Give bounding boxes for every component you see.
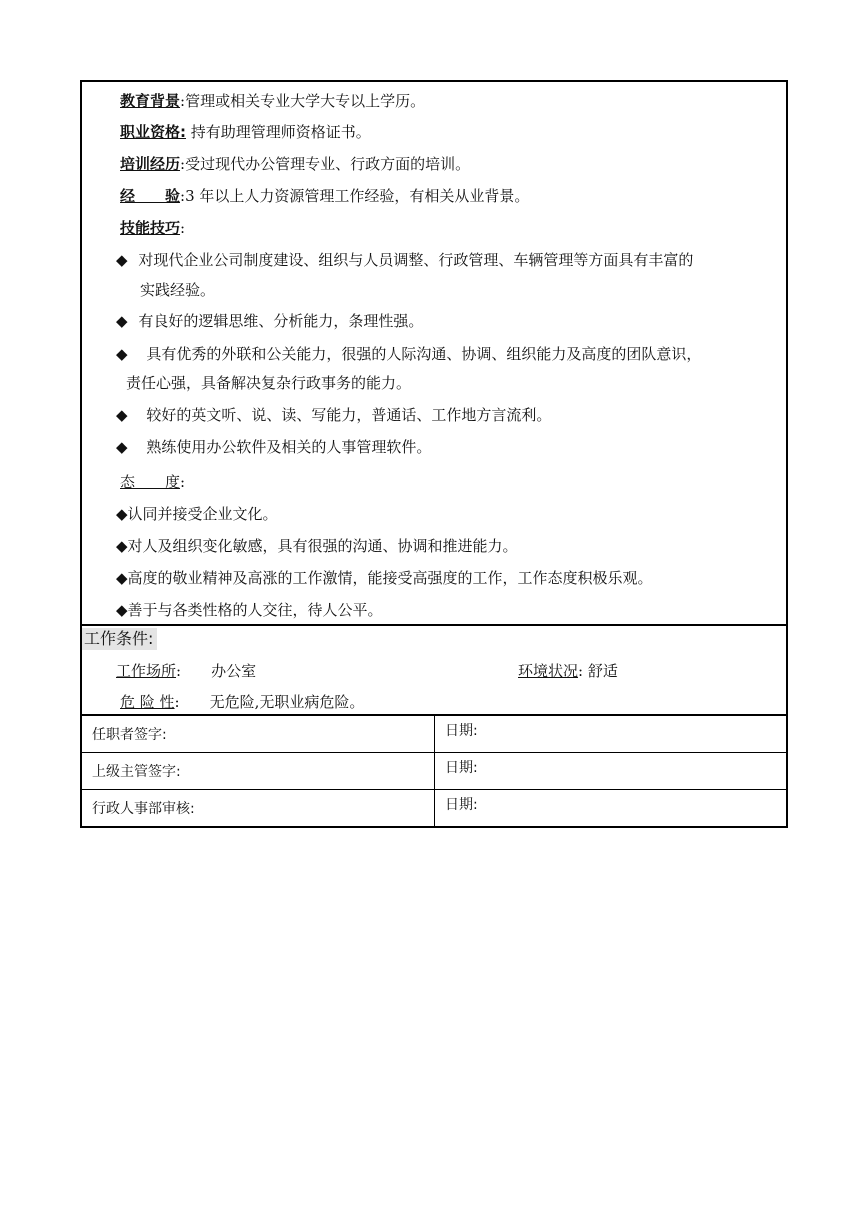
signature-date: 日期:	[435, 715, 788, 753]
risk-label: 危 险 性	[120, 693, 175, 711]
signature-label: 行政人事部审核:	[81, 790, 435, 828]
skill-item	[116, 437, 431, 457]
skill-item	[116, 344, 701, 364]
table-row	[81, 790, 787, 828]
attitude-item	[116, 600, 383, 620]
signature-label: 任职者签字:	[81, 715, 435, 753]
diamond-bullet-icon: ◆	[116, 601, 128, 619]
diamond-bullet-icon: ◆	[116, 505, 128, 523]
experience-line	[120, 186, 529, 206]
education-label: 教育背景	[120, 92, 181, 110]
training-line	[120, 154, 470, 174]
certification-text: 持有助理管理师资格证书。	[186, 123, 371, 141]
skills-heading	[120, 218, 185, 238]
certification-line	[120, 122, 371, 142]
attitude-label: 态 度	[120, 473, 181, 491]
attitude-colon: :	[180, 473, 186, 491]
table-row	[81, 715, 787, 753]
table-row	[81, 753, 787, 790]
workplace-value: : 办公室	[176, 662, 257, 680]
attitude-item	[116, 536, 518, 556]
skill-item-continuation	[140, 280, 215, 300]
risk-value: : 无危险,无职业病危险。	[174, 693, 365, 711]
skill-item-continuation	[126, 373, 411, 393]
skill-text: 具有优秀的外联和公关能力，很强的人际沟通、协调、组织能力及高度的团队意识，	[146, 345, 702, 363]
diamond-bullet-icon: ◆	[116, 537, 128, 555]
skills-label: 技能技巧	[120, 219, 181, 237]
diamond-bullet-icon: ◆	[116, 406, 128, 424]
attitude-text: 高度的敬业精神及高涨的工作激情，能接受高强度的工作，工作态度积极乐观。	[127, 569, 653, 587]
risk-line	[120, 692, 364, 712]
work-conditions-section	[80, 624, 788, 714]
signature-date: 日期:	[435, 753, 788, 790]
workplace-line	[116, 661, 256, 681]
skill-text: 责任心强，具备解决复杂行政事务的能力。	[126, 374, 412, 392]
environment-line	[518, 661, 618, 681]
experience-label: 经 验	[120, 187, 181, 205]
skill-text: 熟练使用办公软件及相关的人事管理软件。	[146, 438, 432, 456]
training-text: :受过现代办公管理专业、行政方面的培训。	[180, 155, 471, 173]
skill-item	[116, 405, 551, 425]
skills-colon: :	[180, 219, 186, 237]
job-description-page	[80, 80, 788, 828]
attitude-item	[116, 568, 653, 588]
training-label: 培训经历	[120, 155, 181, 173]
experience-text: :3 年以上人力资源管理工作经验，有相关从业背景。	[180, 187, 530, 205]
skill-text: 较好的英文听、说、读、写能力，普通话、工作地方言流利。	[146, 406, 552, 424]
attitude-item	[116, 504, 278, 524]
skill-text: 实践经验。	[140, 281, 216, 299]
skill-item	[116, 311, 423, 331]
attitude-heading	[120, 472, 185, 492]
work-conditions-title: 工作条件:	[82, 628, 157, 650]
signature-date: 日期:	[435, 790, 788, 828]
signature-table	[80, 714, 788, 828]
diamond-bullet-icon: ◆	[116, 312, 128, 330]
diamond-bullet-icon: ◆	[116, 345, 128, 363]
skill-text: 有良好的逻辑思维、分析能力，条理性强。	[138, 312, 424, 330]
education-text: :管理或相关专业大学大专以上学历。	[180, 92, 426, 110]
diamond-bullet-icon: ◆	[116, 569, 128, 587]
skill-text: 对现代企业公司制度建设、组织与人员调整、行政管理、车辆管理等方面具有丰富的	[138, 251, 694, 269]
diamond-bullet-icon: ◆	[116, 438, 128, 456]
diamond-bullet-icon: ◆	[116, 251, 128, 269]
attitude-text: 对人及组织变化敏感，具有很强的沟通、协调和推进能力。	[127, 537, 518, 555]
environment-label: 环境状况	[518, 662, 579, 680]
environment-value: : 舒适	[578, 662, 618, 680]
certification-label: 职业资格:	[120, 123, 186, 141]
attitude-text: 善于与各类性格的人交往，待人公平。	[127, 601, 383, 619]
skill-item	[116, 250, 693, 270]
signature-label: 上级主管签字:	[81, 753, 435, 790]
workplace-label: 工作场所	[116, 662, 177, 680]
qualifications-section	[80, 80, 788, 624]
attitude-text: 认同并接受企业文化。	[127, 505, 278, 523]
education-line	[120, 91, 425, 111]
